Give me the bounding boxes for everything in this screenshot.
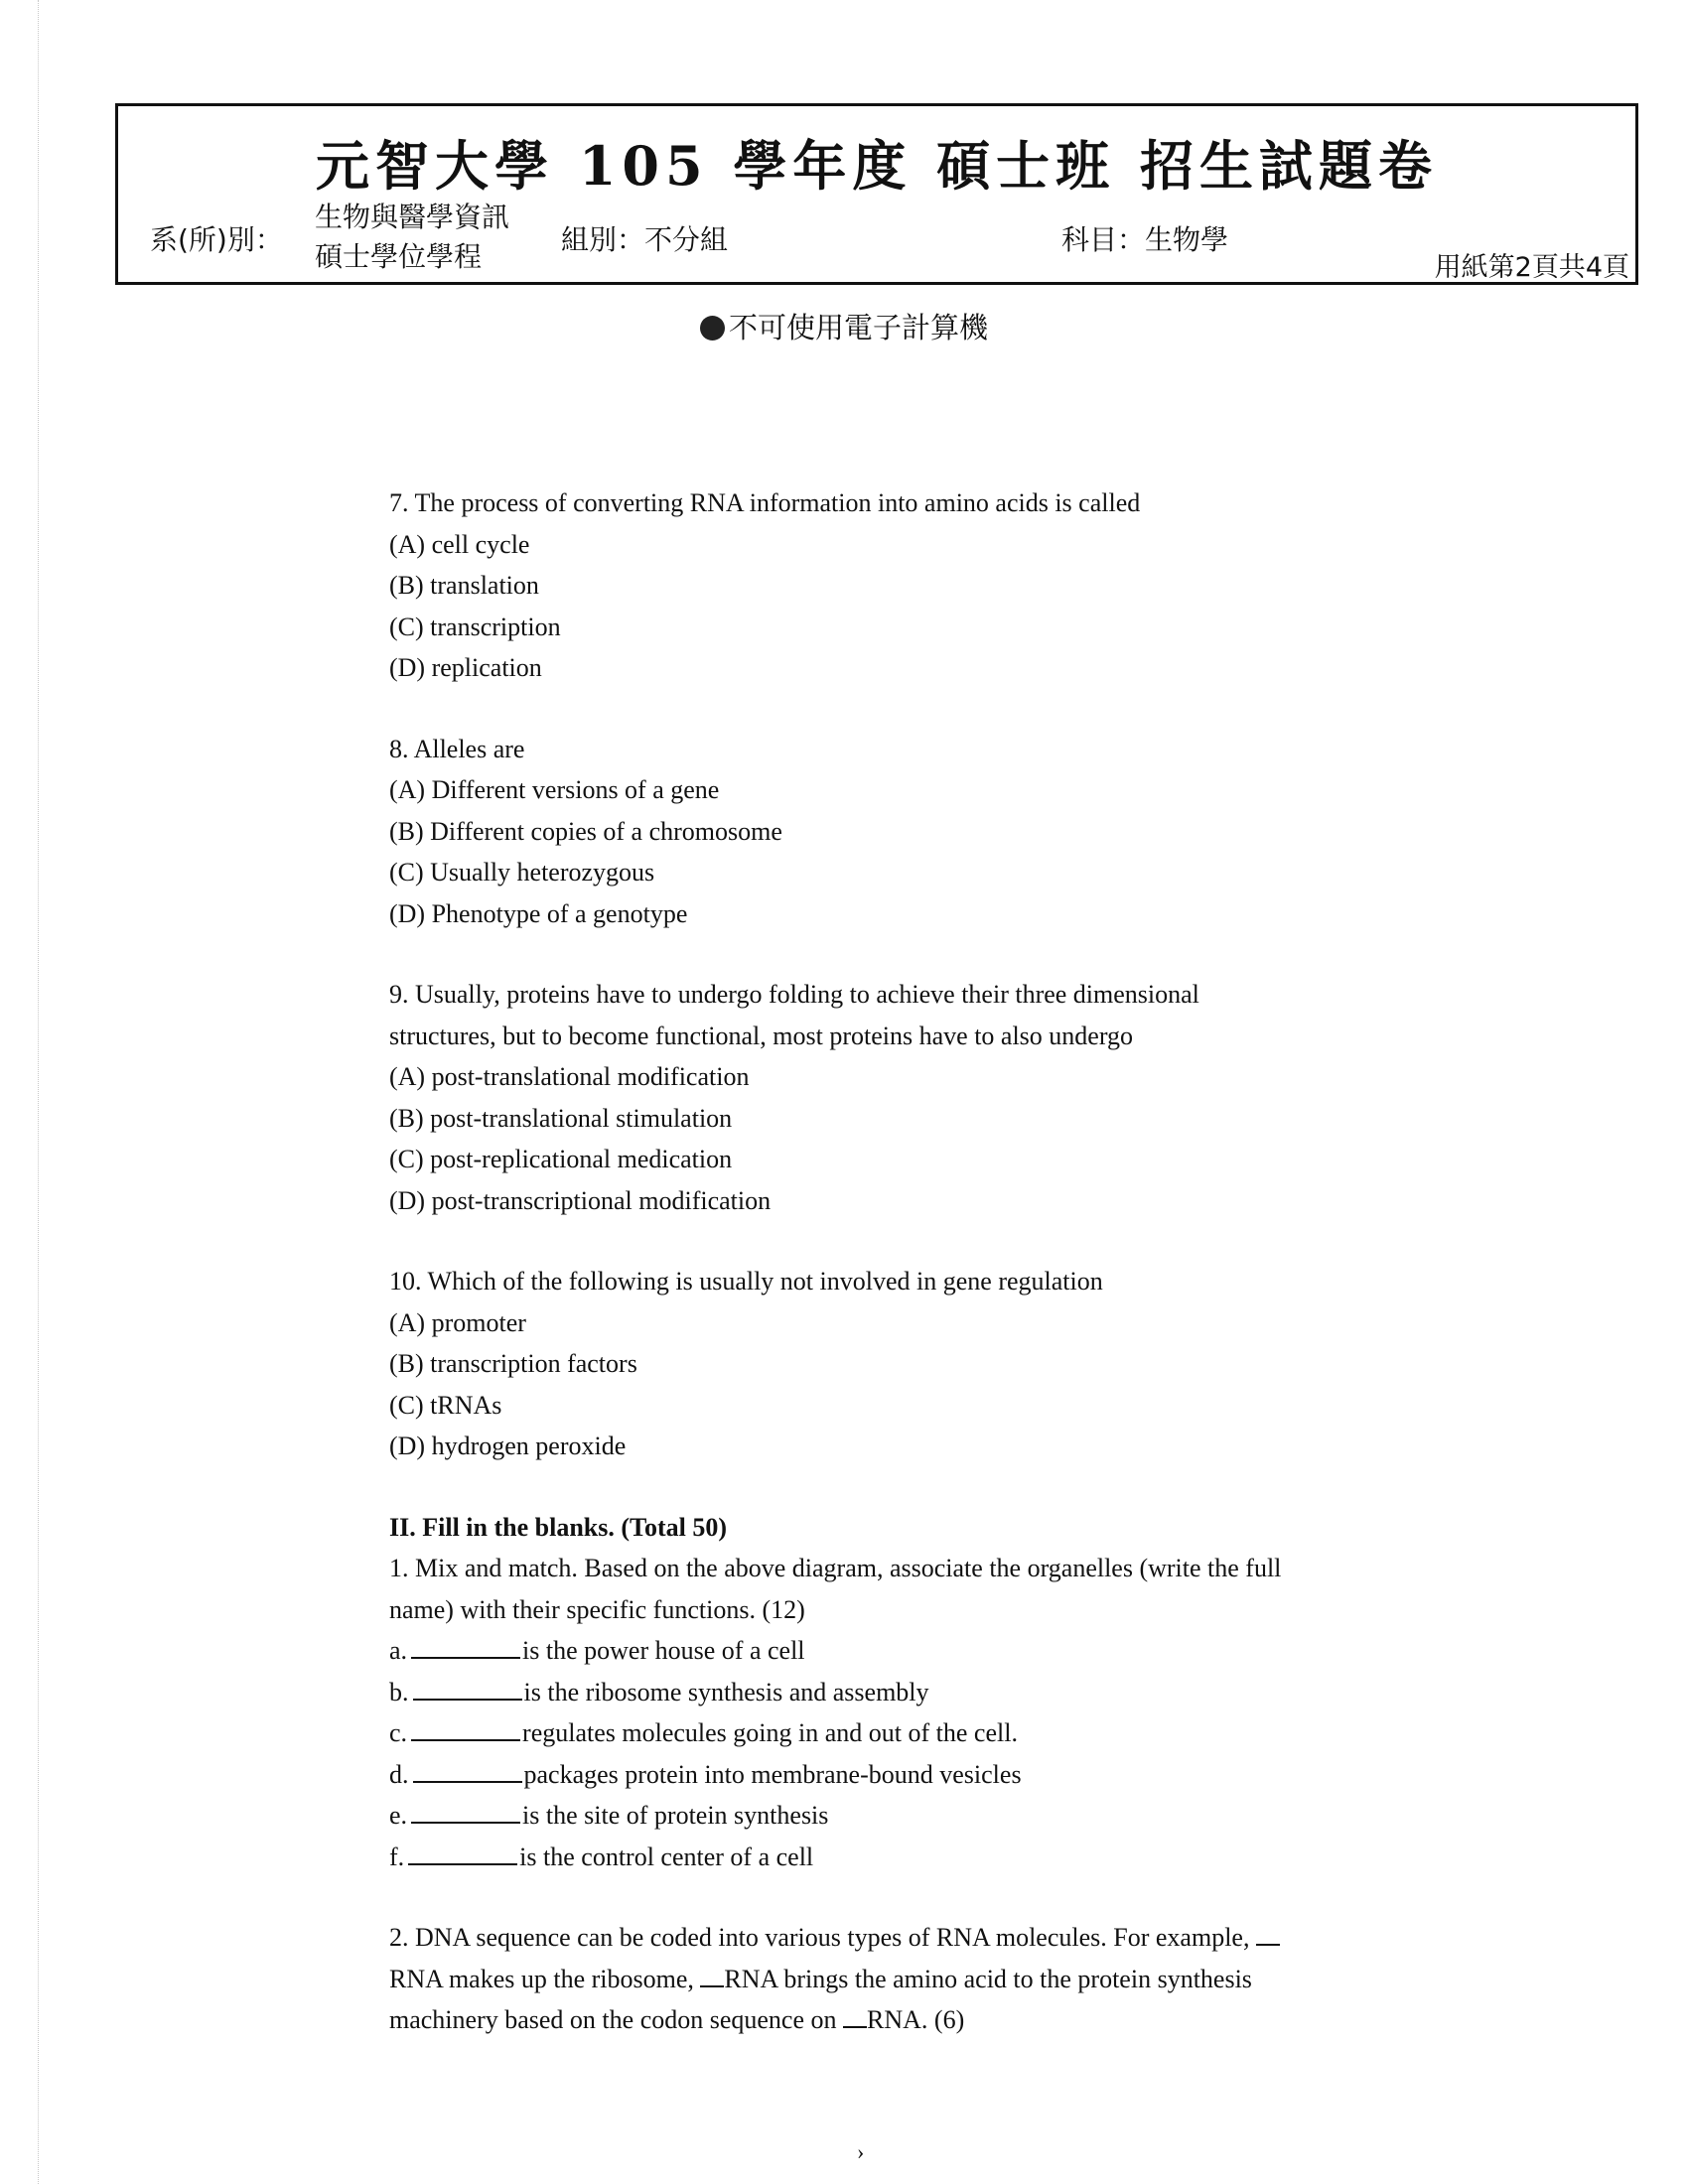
question-list bbox=[389, 482, 1342, 2081]
option-b: (B) translation bbox=[389, 571, 539, 600]
answer-blank[interactable] bbox=[413, 1757, 522, 1783]
option-b: (B) transcription factors bbox=[389, 1349, 637, 1378]
item-text: is the control center of a cell bbox=[519, 1842, 814, 1871]
page-mid: 頁共 bbox=[1531, 252, 1586, 283]
option-a: (A) Different versions of a gene bbox=[389, 775, 720, 804]
option-a: (A) cell cycle bbox=[389, 529, 530, 559]
item-letter: f. bbox=[389, 1842, 405, 1871]
option-d: (D) hydrogen peroxide bbox=[389, 1432, 627, 1460]
option-c: (C) Usually heterozygous bbox=[389, 858, 655, 887]
answer-blank[interactable] bbox=[843, 2002, 867, 2028]
fill-item-c bbox=[389, 1712, 1342, 1754]
fill-question-2 bbox=[389, 1917, 1323, 2041]
item-text: is the site of protein synthesis bbox=[522, 1801, 829, 1830]
question-10 bbox=[389, 1261, 1342, 1467]
page-total: 4 bbox=[1585, 252, 1603, 283]
item-letter: b. bbox=[389, 1677, 409, 1706]
question-9 bbox=[389, 974, 1342, 1221]
answer-blank[interactable] bbox=[411, 1633, 520, 1659]
item-text: is the ribosome synthesis and assembly bbox=[523, 1677, 929, 1706]
dept-value-line2: 碩士學位學程 bbox=[315, 240, 483, 273]
dept-value bbox=[315, 198, 509, 277]
option-a: (A) post-translational modification bbox=[389, 1062, 750, 1091]
fill-question-1-stem: 1. Mix and match. Based on the above diagram, associate the organelles (write the full name) with their specific functions. (12) bbox=[389, 1554, 1282, 1624]
fill-item-b bbox=[389, 1672, 1342, 1713]
item-letter: e. bbox=[389, 1801, 408, 1830]
answer-blank[interactable] bbox=[408, 1840, 517, 1865]
q2-part4: RNA. (6) bbox=[867, 2005, 965, 2034]
q2-part1: 2. DNA sequence can be coded into various types of RNA molecules. For example, bbox=[389, 1923, 1250, 1952]
dept-value-line1: 生物與醫學資訊 bbox=[315, 201, 510, 233]
bullet-dot-icon bbox=[700, 316, 725, 341]
option-d: (D) Phenotype of a genotype bbox=[389, 898, 688, 928]
q2-part3: RNA brings the amino acid to the protein synthesis machinery based on the codon sequence on bbox=[389, 1964, 1252, 2034]
answer-blank[interactable] bbox=[411, 1798, 520, 1824]
group-label: 組別： bbox=[561, 223, 645, 256]
question-stem: 9. Usually, proteins have to undergo folding to achieve their three dimensional structures, but to become functional, most proteins have to also undergo bbox=[389, 980, 1199, 1050]
section-fill-blanks bbox=[389, 1507, 1342, 1878]
answer-blank[interactable] bbox=[411, 1715, 520, 1741]
fill-item-e bbox=[389, 1795, 1342, 1837]
item-letter: d. bbox=[389, 1759, 409, 1789]
option-b: (B) Different copies of a chromosome bbox=[389, 816, 782, 846]
option-c: (C) tRNAs bbox=[389, 1390, 502, 1420]
notice-text: 不可使用電子計算機 bbox=[728, 311, 988, 344]
option-d: (D) post-transcriptional modification bbox=[389, 1185, 772, 1215]
option-c: (C) transcription bbox=[389, 612, 561, 641]
item-text: is the power house of a cell bbox=[522, 1636, 805, 1665]
answer-blank[interactable] bbox=[1256, 1920, 1280, 1946]
q2-part2: RNA makes up the ribosome, bbox=[389, 1964, 694, 1993]
dept-label: 系(所)別： bbox=[150, 223, 283, 256]
question-stem: 10. Which of the following is usually not involved in gene regulation bbox=[389, 1267, 1103, 1296]
fill-item-f bbox=[389, 1837, 1342, 1878]
page-footer-mark: › bbox=[857, 2139, 865, 2164]
item-letter: c. bbox=[389, 1718, 408, 1747]
item-text: packages protein into membrane-bound vesicles bbox=[523, 1759, 1022, 1789]
page-prefix: 用紙第 bbox=[1434, 252, 1515, 283]
option-d: (D) replication bbox=[389, 653, 542, 682]
answer-blank[interactable] bbox=[413, 1675, 522, 1701]
page-info bbox=[1435, 245, 1629, 284]
item-text: regulates molecules going in and out of the cell. bbox=[522, 1718, 1018, 1747]
question-7 bbox=[389, 482, 1342, 689]
subject-label: 科目： bbox=[1061, 223, 1146, 256]
fill-item-d bbox=[389, 1754, 1342, 1796]
fill-item-a bbox=[389, 1630, 1342, 1672]
item-letter: a. bbox=[389, 1636, 408, 1665]
calculator-notice bbox=[0, 306, 1688, 346]
question-8 bbox=[389, 729, 1342, 935]
option-c: (C) post-replicational medication bbox=[389, 1145, 733, 1173]
answer-blank[interactable] bbox=[700, 1962, 724, 1987]
question-stem: 7. The process of converting RNA information into amino acids is called bbox=[389, 488, 1141, 517]
option-b: (B) post-translational stimulation bbox=[389, 1103, 733, 1133]
page-suffix: 頁 bbox=[1603, 252, 1629, 283]
question-stem: 8. Alleles are bbox=[389, 734, 525, 763]
page-current: 2 bbox=[1514, 252, 1532, 283]
group-info bbox=[561, 218, 728, 258]
exam-header bbox=[115, 103, 1638, 285]
section-title: II. Fill in the blanks. (Total 50) bbox=[389, 1512, 728, 1542]
subject-value: 生物學 bbox=[1145, 223, 1229, 256]
subject-info bbox=[1061, 218, 1228, 258]
group-value: 不分組 bbox=[644, 223, 729, 256]
exam-title: 元智大學 105 學年度 碩士班 招生試題卷 bbox=[316, 134, 1438, 198]
option-a: (A) promoter bbox=[389, 1307, 526, 1337]
